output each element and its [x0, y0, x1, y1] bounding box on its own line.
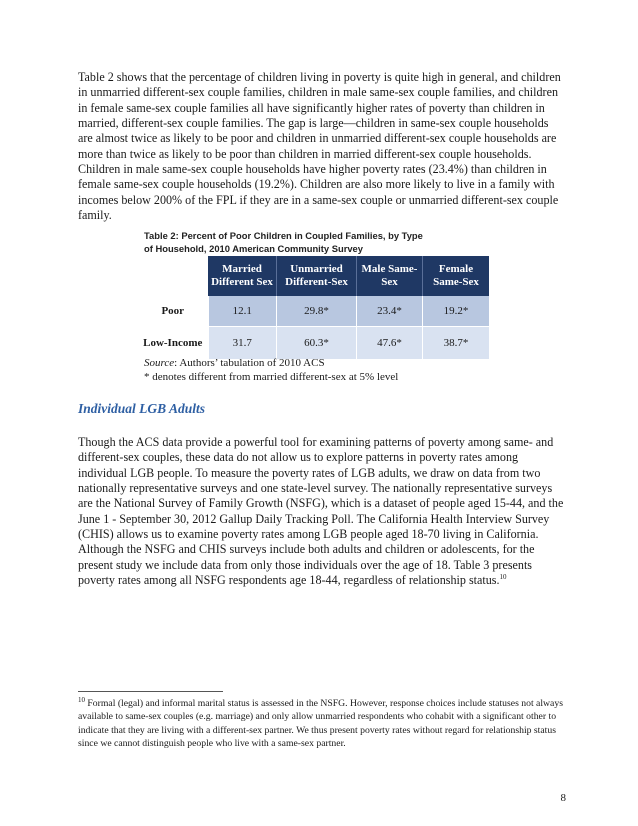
lgb-adults-text: Though the ACS data provide a powerful tool for examining patterns of poverty among same- and different-sex couples, these data do not allow us to explore patterns in poverty rates among individual LGB people. To measure the poverty rates of LGB adults, we draw on data from two nationally representative surveys and one state-level survey. The nationally representative surveys are the National Survey of Family Growth (NSFG), which is a dataset of people aged 15-44, and the June 1 - September 30, 2012 Gallup Daily Tracking Poll. The California Health Interview Survey (CHIS) allows us to examine poverty rates among LGB people aged 18-70 living in California. Although the NSFG and CHIS surveys include both adults and children or adolescents, for the present study we include data from only those individuals over the age of 18. Table 3 presents poverty rates among all NSFG respondents age 18-44, regardless of relationship status.: [78, 435, 564, 588]
significance-note: * denotes different from married different-sex at 5% level: [144, 371, 399, 383]
table-cell: 19.2*: [423, 296, 490, 327]
table-cell: 31.7: [208, 327, 277, 360]
footnote-number: 10: [78, 695, 85, 704]
page-number: 8: [560, 792, 566, 804]
table-cell: 29.8*: [277, 296, 357, 327]
footnote: [78, 697, 568, 751]
row-label-poor: Poor: [138, 296, 208, 327]
table-cell: 12.1: [208, 296, 277, 327]
col-header-male-same-sex: Male Same-Sex: [357, 256, 423, 296]
source-label: Source: [144, 357, 175, 369]
table-row: [138, 327, 489, 360]
footnote-text: Formal (legal) and informal marital status is assessed in the NSFG. However, response choices include statuses not always available to same-sex couples (e.g. marriage) and only allow unmarried respondents who cohabit with a significant other to indicate that they are living with a different-sex partner. We thus present poverty rates without regard for relationship status since we cannot distinguish people who live with a same-sex partner.: [78, 698, 563, 750]
section-heading: Individual LGB Adults: [78, 401, 206, 416]
lgb-adults-paragraph: [78, 435, 566, 588]
table-cell: 38.7*: [423, 327, 490, 360]
footnote-reference: 10: [499, 573, 507, 582]
footnote-divider: [78, 691, 223, 692]
intro-paragraph: Table 2 shows that the percentage of children living in poverty is quite high in general, and children in unmarried different-sex couple families, children in male same-sex couple families, and children in female same-sex couple families all have significantly higher rates of poverty than children in married, different-sex couple families. The gap is large—children in same-sex couple households are almost twice as likely to be poor and children in unmarried different-sex couple households are more than twice as likely to be poor than children in married different-sex couple households. Children in male same-sex couple households have higher poverty rates (23.4%) than children in female same-sex couple households (19.2%). Children are also more likely to live in a family with incomes below 200% of the FPL if they are in a same-sex couple or unmarried different-sex couple family.: [78, 70, 561, 223]
col-header-female-same-sex: Female Same-Sex: [423, 256, 490, 296]
table-cell: 23.4*: [357, 296, 423, 327]
table-caption: Table 2: Percent of Poor Children in Coupled Families, by Type of Household, 2010 American Community Survey: [144, 230, 423, 254]
table-row: [138, 296, 489, 327]
table-cell: 47.6*: [357, 327, 423, 360]
col-header-unmarried-different-sex: Unmarried Different-Sex: [277, 256, 357, 296]
table-corner-cell: [138, 256, 208, 296]
col-header-married-different-sex: Married Different Sex: [208, 256, 277, 296]
table-source-note: [144, 356, 444, 370]
table-header-row: [138, 256, 489, 296]
table-cell: 60.3*: [277, 327, 357, 360]
row-label-low-income: Low-Income: [138, 327, 208, 360]
source-text: : Authors’ tabulation of 2010 ACS: [174, 357, 325, 369]
poverty-table: [138, 256, 489, 359]
